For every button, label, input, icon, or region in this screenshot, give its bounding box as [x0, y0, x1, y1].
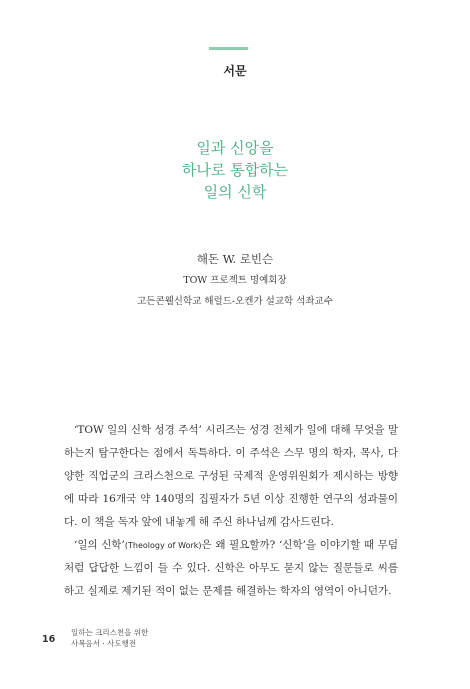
running-footer-text [71, 627, 148, 649]
chapter-title [0, 137, 470, 203]
title-line-1: 일과 신앙을 [196, 139, 274, 157]
author-block [0, 251, 470, 316]
section-label: 서문 [223, 64, 247, 78]
body-text [64, 419, 398, 603]
author-affiliation: 고든콘웰신학교 해럴드-오켄가 설교학 석좌교수 [137, 296, 333, 307]
title-line-3: 일의 신학 [203, 183, 267, 201]
paragraph-2 [64, 534, 398, 603]
paragraph-2-start: ‘일의 신학’ [74, 539, 125, 551]
page-number: 16 [42, 634, 56, 645]
title-line-2: 하나로 통합하는 [181, 161, 289, 179]
author-name: 해돈 W. 로빈슨 [196, 252, 274, 266]
top-accent-rule [209, 47, 248, 50]
footer-line-1: 일하는 크리스천을 위한 [71, 628, 149, 637]
paragraph-1: ‘TOW 일의 신학 성경 주석’ 시리즈는 성경 전체가 일에 대해 무엇을 말하는지 탐구한다는 점에서 독특하다. 이 주석은 스무 명의 학자, 목사, 다양한 직업군의 크리스천으로 구성된 국제적 운영위원회가 제시하는 방향에 따라 16개국 약 140명의 집필자가 5년 이상 진행한 연구의 성과물이다. 이 책을 독자 앞에 내놓게 해 주신 하나님께 감사드린다. [64, 424, 398, 528]
author-role: TOW 프로젝트 명예회장 [183, 275, 287, 286]
paragraph-2-rest: 은 왜 필요할까? ‘신학’을 이야기할 때 무덤처럼 답답한 느낌이 들 수 있다. 신학은 아무도 묻지 않는 질문들로 씨름하고 실제로 제기된 적이 없는 문제를 해결하는 학자의 영역이 아니던가. [64, 539, 399, 597]
footer-line-2: 사복음서 · 사도행전 [71, 639, 137, 648]
paragraph-2-latin: (Theology of Work) [124, 541, 202, 550]
